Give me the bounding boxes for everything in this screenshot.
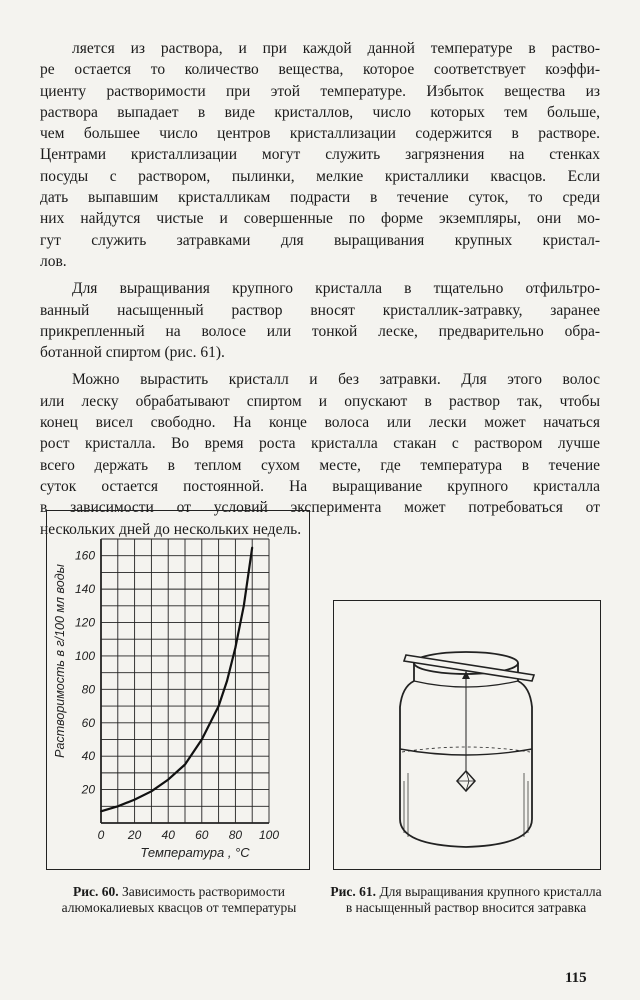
text-line: лов. (40, 252, 67, 270)
y-tick-label: 160 (74, 548, 95, 563)
text-line: рост кристалла. Во время роста кристалла стакан с раствором лучше (40, 435, 600, 453)
x-tick-label: 60 (195, 828, 209, 842)
jar-illustration (334, 601, 600, 869)
text-line: них найдутся чистые и совершенные по форме экземпляры, они мо- (40, 210, 600, 228)
data-point (100, 810, 102, 812)
jar-shading (404, 773, 528, 837)
text-line: прикрепленный на волосе или тонкой леске, предварительно обра- (40, 322, 600, 340)
data-point (167, 779, 169, 781)
text-line: конец висел свободно. На конце волоса или лески может начаться (40, 414, 600, 432)
data-point (201, 739, 203, 741)
page-number: 115 (565, 970, 587, 986)
text-line: Для выращивания крупного кристалла в тщательно отфильтро- (72, 280, 600, 298)
x-tick-label: 20 (127, 828, 142, 842)
text-line: ре остается то количество вещества, которое соответствует коэффи- (40, 61, 600, 79)
data-point (151, 790, 153, 792)
x-tick-label: 40 (161, 828, 175, 842)
body-text (40, 38, 600, 540)
data-point (134, 799, 136, 801)
figure-60-chart (46, 510, 310, 870)
fig61-label: Рис. 61. (330, 884, 377, 899)
text-line: посуды с раствором, пылинки, мелкие кристаллики квасцов. Если (40, 167, 600, 185)
text-line: Можно вырастить кристалл и без затравки. Для этого волос (72, 371, 600, 389)
text-line: всего держать в теплом сухом месте, где температура в течение (40, 456, 600, 474)
y-tick-label: 40 (81, 749, 95, 764)
x-tick-label: 100 (258, 828, 280, 842)
paragraph-1 (40, 38, 600, 272)
text-line: суток остается постоянной. На выращивание крупного кристалла (40, 477, 600, 495)
paragraph-2 (40, 278, 600, 363)
y-tick-label: 140 (74, 582, 95, 597)
fig60-text: Зависимость растворимости алюмокалиевых квасцов от температуры (61, 884, 297, 915)
y-tick-label: 20 (81, 782, 95, 797)
data-point (117, 805, 119, 807)
figure-61-illustration (333, 600, 601, 870)
text-line: ботанной спиртом (рис. 61). (40, 344, 225, 362)
data-point (235, 647, 237, 649)
text-line: чем большее число центров кристаллизации содержится в растворе. (40, 125, 600, 143)
text-line: гут служить затравками для выращивания крупных кристал- (40, 231, 600, 249)
y-tick-label: 100 (74, 648, 95, 663)
text-line: циенту растворимости при этой температуре. Избыток вещества из (40, 82, 600, 100)
x-axis-label: Температура , °С (140, 845, 250, 860)
thread-knot (462, 671, 470, 679)
data-point (226, 680, 228, 682)
x-tick-label: 0 (97, 828, 105, 842)
solubility-chart (47, 511, 309, 869)
text-line: дать выпавшим кристалликам подрасти в течение суток, то среди (40, 189, 600, 207)
y-tick-label: 60 (81, 715, 95, 730)
fig61-text: Для выращивания крупного кристалла в насыщенный раствор вносится затравка (345, 884, 602, 915)
x-tick-label: 80 (228, 828, 243, 842)
text-line: Центрами кристаллизации могут служить загрязнения на стенках (40, 146, 600, 164)
text-line: раствора выпадает в виде кристаллов, число которых тем больше, (40, 103, 600, 121)
y-axis-label: Растворимость в г/100 мл воды (53, 564, 67, 758)
fig60-label: Рис. 60. (72, 884, 119, 899)
data-point (218, 705, 220, 707)
crystal-facets (457, 771, 475, 791)
data-point (184, 764, 186, 766)
figure-61-caption (330, 884, 602, 916)
text-line: нескольких дней до нескольких недель. (40, 520, 302, 538)
solubility-curve (101, 547, 252, 811)
text-line: ляется из раствора, и при каждой данной температуре в раство- (72, 40, 600, 57)
data-point (243, 605, 245, 607)
text-line: ванный насыщенный раствор вносят кристаллик-затравку, заранее (40, 301, 600, 319)
text-line: в зависимости от условий эксперимента может потребоваться от (40, 499, 600, 517)
text-line: или леску обрабатывают спиртом и опускают в раствор так, чтобы (40, 392, 600, 410)
data-point (251, 546, 253, 548)
y-tick-label: 80 (81, 682, 95, 697)
figure-60-caption (44, 884, 314, 916)
y-tick-label: 120 (74, 615, 95, 630)
